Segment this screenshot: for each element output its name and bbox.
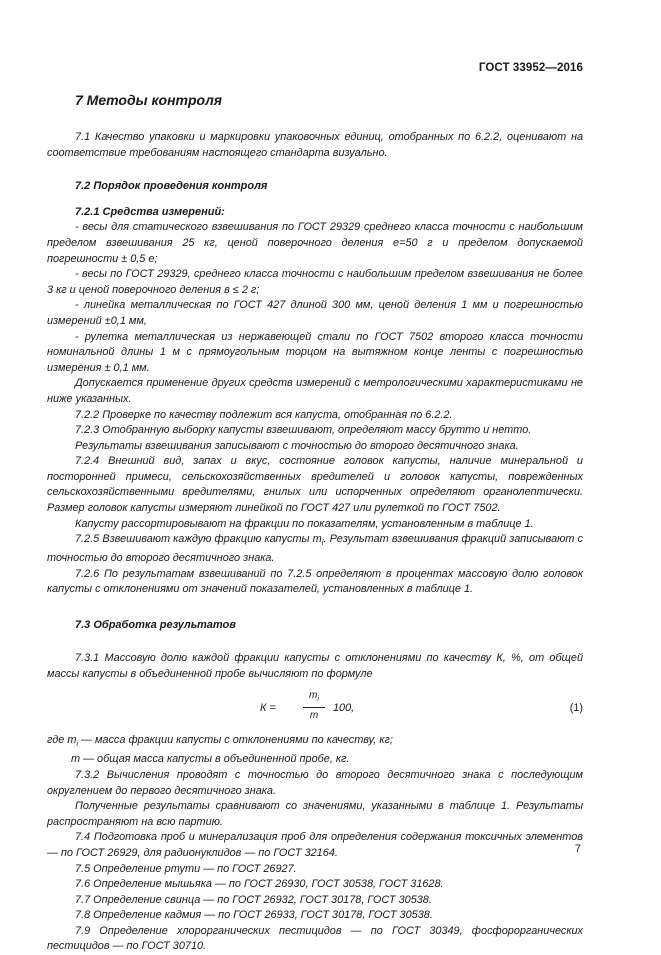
formula-number: (1) <box>569 701 583 714</box>
paragraph: Полученные результаты сравнивают со значениями, указанными в таблице 1. Результаты распространяют на всю партию. <box>47 800 583 828</box>
page-number: 7 <box>574 843 581 855</box>
list-item: - рулетка металлическая из нержавеющей стали по ГОСТ 7502 второго класса точности номинальной длины 1 м с прямоугольным торцом на вытяжном конце ленты с погрешностью измерения ± 0,1 мм. <box>47 330 583 374</box>
paragraph-7-2-6: 7.2.6 По результатам взвешиваний по 7.2.5 определяют в процентах массовую долю головок капусты с отклонениями от значений показателей, установленных в таблице 1. <box>47 567 583 596</box>
document-body <box>47 90 583 955</box>
list-item: - весы для статического взвешивания по ГОСТ 29329 среднего класса точности с наибольшим пределом взвешивания 25 кг, ценой поверочного деления е=50 г и пределом допускаемой погрешности ± 0,5 е; <box>47 221 583 265</box>
formula-fraction <box>303 689 325 722</box>
paragraph-7-3-1: 7.3.1 Массовую долю каждой фракции капусты с отклонениями по качеству К, %, от общей массы капусты в объединенной пробе вычисляют по формуле <box>47 652 583 680</box>
paragraph-7-9: 7.9 Определение хлорорганических пестицидов — по ГОСТ 30349, фосфорорганических пестицидов — по ГОСТ 30710. <box>47 924 583 953</box>
formula-where-mi: где $m_i$ — масса фракции капусты с отклонениями по качеству, кг; <box>47 733 393 748</box>
paragraph-7-3-2: 7.3.2 Вычисления проводят с точностью до второго десятичного знака с последующим округлением до первого десятичного знака. <box>47 768 583 797</box>
paragraph-7-8: 7.8 Определение кадмия — по ГОСТ 26933, ГОСТ 30178, ГОСТ 30538. <box>75 909 433 922</box>
formula-numerator: $m_i$ <box>303 689 325 708</box>
paragraph-7-2-3: 7.2.3 Отобранную выборку капусты взвешивают, определяют массу брутто и нетто. <box>75 424 532 437</box>
formula-lhs: К = <box>260 701 276 714</box>
formula-denominator: m <box>309 709 319 721</box>
paragraph: Капусту рассортировывают на фракции по показателям, установленным в таблице 1. <box>75 517 534 530</box>
section-7-2-title: 7.2 Порядок проведения контроля <box>75 180 268 193</box>
paragraph-7-2-2: 7.2.2 Проверке по качеству подлежит вся капуста, отобранная по 6.2.2. <box>75 408 453 421</box>
gost-header: ГОСТ 33952—2016 <box>478 62 583 74</box>
section-7-3-title: 7.3 Обработка результатов <box>75 618 236 631</box>
section-7-2-1-title: 7.2.1 Средства измерений: <box>75 205 225 218</box>
list-item: - весы по ГОСТ 29329, среднего класса точности с наибольшим пределом взвешивания не более 3 кг и ценой поверочного деления в ≤ 2 г; <box>47 268 583 296</box>
formula-multiplier: 100, <box>333 701 355 714</box>
paragraph-7-2-4: 7.2.4 Внешний вид, запах и вкус, состояние головок капусты, наличие минеральной и посторонней примеси, сельскохозяйственных вредителей и головок капусты, поврежденных сельскохозяйственными вредителями, гнилых или испорченных определяют органолептически. Размер головок капусты измеряют линейкой по ГОСТ 427 или рулеткой по ГОСТ 7502. <box>47 455 583 515</box>
paragraph: Результаты взвешивания записывают с точностью до второго десятичного знака. <box>75 439 519 452</box>
section-7-title: 7 Методы контроля <box>75 92 223 108</box>
paragraph-7-2-5: 7.2.5 Взвешивают каждую фракцию капусты $m_i$. Результат взвешивания фракций записывают с точностью до второго десятичного знака. <box>47 533 583 565</box>
paragraph-7-4: 7.4 Подготовка проб и минерализация проб для определения содержания токсичных элементов — по ГОСТ 26929, для радионуклидов — по ГОСТ 32164. <box>47 831 583 859</box>
paragraph-7-6: 7.6 Определение мышьяка — по ГОСТ 26930, ГОСТ 30538, ГОСТ 31628. <box>75 878 444 891</box>
paragraph-7-5: 7.5 Определение ртути — по ГОСТ 26927. <box>75 862 297 875</box>
formula-1 <box>47 689 583 725</box>
paragraph: Допускается применение других средств измерений с метрологическими характеристиками не ниже указанных. <box>47 377 583 405</box>
paragraph-7-1: 7.1 Качество упаковки и маркировки упаковочных единиц, отобранных по 6.2.2, оценивают на соответствие требованиям настоящего стандарта визуально. <box>47 131 583 159</box>
formula-where-m: m — общая масса капусты в объединенной пробе, кг. <box>71 753 350 766</box>
list-item: - линейка металлическая по ГОСТ 427 длиной 300 мм, ценой деления 1 мм и погрешностью измерений ±0,1 мм, <box>47 299 583 327</box>
paragraph-7-7: 7.7 Определение свинца — по ГОСТ 26932, ГОСТ 30178, ГОСТ 30538. <box>75 893 432 906</box>
